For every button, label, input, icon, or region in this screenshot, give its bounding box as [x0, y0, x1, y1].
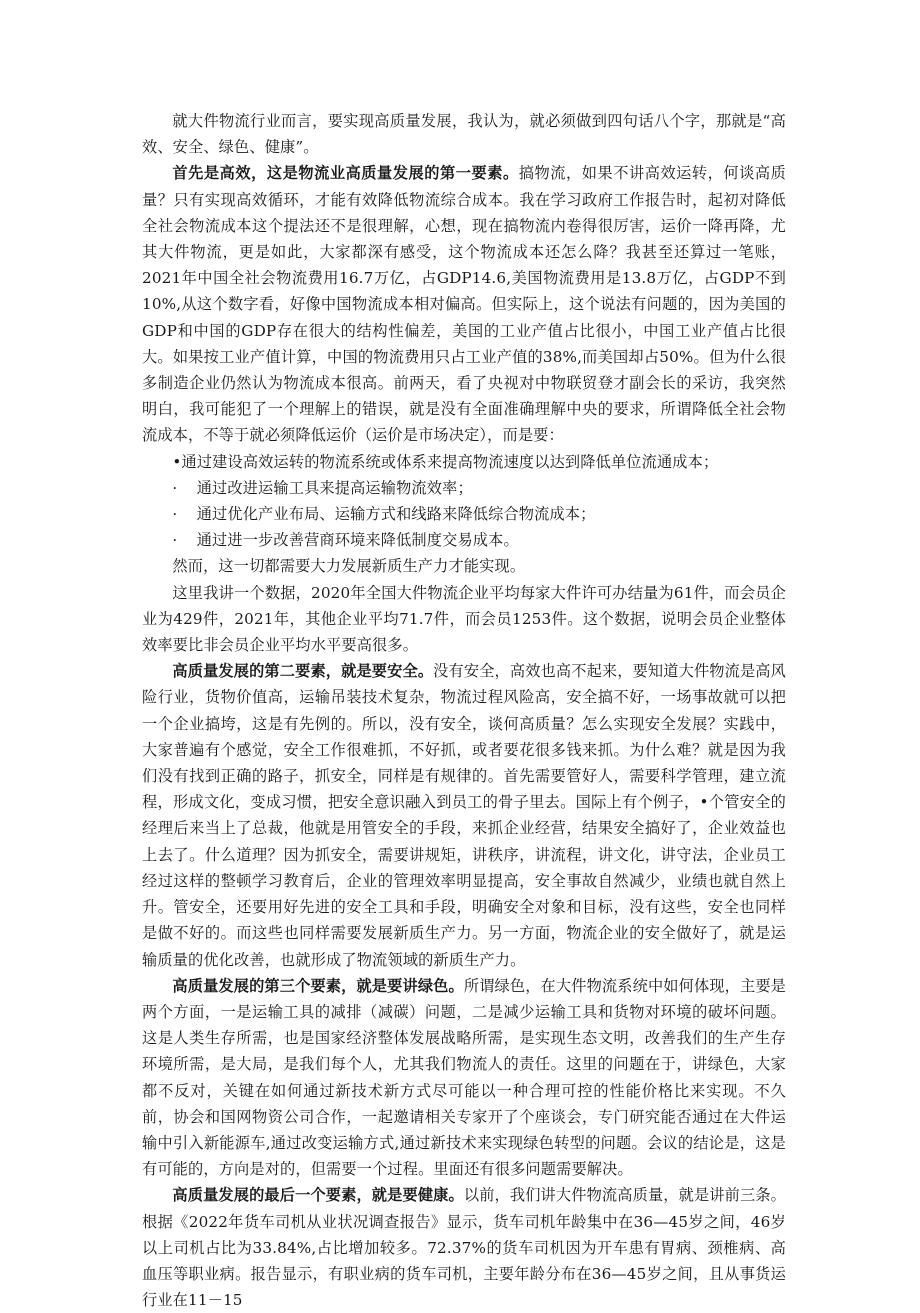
list-item-text: 通过建设高效运转的物流系统或体系来提高物流速度以达到降低单位流通成本； [181, 452, 719, 471]
list-item-text: 通过优化产业布局、运输方式和线路来降低综合物流成本； [196, 505, 596, 524]
section-health-body: 以前，我们讲大件物流高质量，就是讲前三条。根据《2022年货车司机从业状况调查报告》显示，货车司机年龄集中在36—45岁之间，46岁以上司机占比为33.84%,占比增加较多。72.37%的货车司机因为开车患有胃病、颈椎病、高血压等职业病。报告显示，有职业病的货车司机，主要年龄分布在36—45岁之间，且从事货运行业在11－15 [142, 1186, 786, 1310]
intro-paragraph: 就大件物流行业而言，要实现高质量发展，我认为，就必须做到四句话八个字，那就是“高效、安全、绿色、健康”。 [142, 112, 786, 157]
list-item [142, 449, 786, 475]
section-health-lead: 高质量发展的最后一个要素，就是要健康。 [172, 1186, 464, 1205]
section-efficiency-paragraph [142, 160, 786, 448]
document-body [142, 108, 786, 1313]
section-green-lead: 高质量发展的第三个要素，就是要讲绿色。 [172, 976, 464, 995]
section-safety-body: 没有安全，高效也高不起来，要知道大件物流是高风险行业，货物价值高，运输吊装技术复杂，物流过程风险高，安全搞不好，一场事故就可以把一个企业搞垮，这是有先例的。所以，没有安全，谈何高质量？怎么实现安全发展？实践中，大家普遍有个感觉，安全工作很难抓，不好抓，或者要花很多钱来抓。为什么难？就是因为我们没有找到正确的路子，抓安全，同样是有规律的。首先需要管好人，需要科学管理，建立流程，形成文化，变成习惯，把安全意识融入到员工的骨子里去。国际上有个例子，•个管安全的经理后来当上了总裁，他就是用管安全的手段，来抓企业经营，结果安全搞好了，企业效益也上去了。什么道理？因为抓安全，需要讲规矩，讲秩序，讲流程，讲文化，讲守法，企业员工经过这样的整顿学习教育后，企业的管理效率明显提高，安全事故自然减少，业绩也就自然上升。管安全，还要用好先进的安全工具和手段，明确安全对象和目标，没有这些，安全也同样是做不好的。而这些也同样需要发展新质生产力。另一方面，物流企业的安全做好了，就是运输质量的优化改善，也就形成了物流领域的新质生产力。 [142, 662, 786, 969]
bullet-marker: · [172, 531, 178, 550]
section-efficiency-lead: 首先是高效，这是物流业高质量发展的第一要素。 [172, 164, 519, 183]
section-green-paragraph [142, 973, 786, 1183]
list-item-text: 通过进一步改善营商环境来降低制度交易成本。 [196, 531, 519, 550]
section-efficiency-body: 搞物流，如果不讲高效运转，何谈高质量？只有实现高效循环，才能有效降低物流综合成本。我在学习政府工作报告时，起初对降低全社会物流成本这个提法还不是很理解，心想，现在搞物流内卷得很厉害，运价一降再降，尤其大件物流，更是如此，大家都深有感受，这个物流成本还怎么降？我甚至还算过一笔账，2021年中国全社会物流费用16.7万亿，占GDP14.6,美国物流费用是13.8万亿，占GDP不到10%,从这个数字看，好像中国物流成本相对偏高。但实际上，这个说法有问题的，因为美国的GDP和中国的GDP存在很大的结构性偏差，美国的工业产值占比很小，中国工业产值占比很大。如果按工业产值计算，中国的物流费用只占工业产值的38%,而美国却占50%。但为什么很多制造企业仍然认为物流成本很高。前两天，看了央视对中物联贸登才副会长的采访，我突然明白，我可能犯了一个理解上的错误，就是没有全面准确理解中央的要求，所谓降低全社会物流成本，不等于就必须降低运价（运价是市场决定），而是要： [142, 164, 786, 445]
bullet-marker: · [172, 478, 178, 497]
cost-reduction-list [142, 449, 786, 554]
list-item-text: 通过改进运输工具来提高运输物流效率； [196, 478, 473, 497]
list-item [142, 475, 786, 501]
section-safety-paragraph [142, 658, 786, 972]
list-item [142, 527, 786, 553]
bullet-conclusion-paragraph: 然而，这一切都需要大力发展新质生产力才能实现。 [172, 557, 526, 576]
section-safety-lead: 高质量发展的第二要素，就是要安全。 [172, 662, 434, 681]
section-health-paragraph [142, 1182, 786, 1313]
bullet-marker: · [172, 505, 178, 524]
list-item [142, 501, 786, 527]
section-green-body: 所谓绿色，在大件物流系统中如何体现，主要是两个方面，一是运输工具的减排（减碳）问题，二是减少运输工具和货物对环境的破坏问题。这是人类生存所需，也是国家经济整体发展战略所需，是实现生态文明，改善我们的生产生存环境所需，是大局，是我们每个人，尤其我们物流人的责任。这里的问题在于，讲绿色，大家都不反对，关键在如何通过新技术新方式尽可能以一种合理可控的性能价格比来实现。不久前，协会和国网物资公司合作，一起邀请相关专家开了个座谈会，专门研究能否通过在大件运输中引入新能源车,通过改变运输方式,通过新技术来实现绿色转型的问题。会议的结论是，这是有可能的，方向是对的，但需要一个过程。里面还有很多问题需要解决。 [142, 976, 786, 1179]
bullet-marker: • [172, 452, 182, 471]
data-paragraph: 这里我讲一个数据，2020年全国大件物流企业平均每家大件许可办结量为61件，而会员企业为429件，2021年，其他企业平均71.7件，而会员1253件。这个数据，说明会员企业整体效率要比非会员企业平均水平要高很多。 [142, 583, 786, 655]
